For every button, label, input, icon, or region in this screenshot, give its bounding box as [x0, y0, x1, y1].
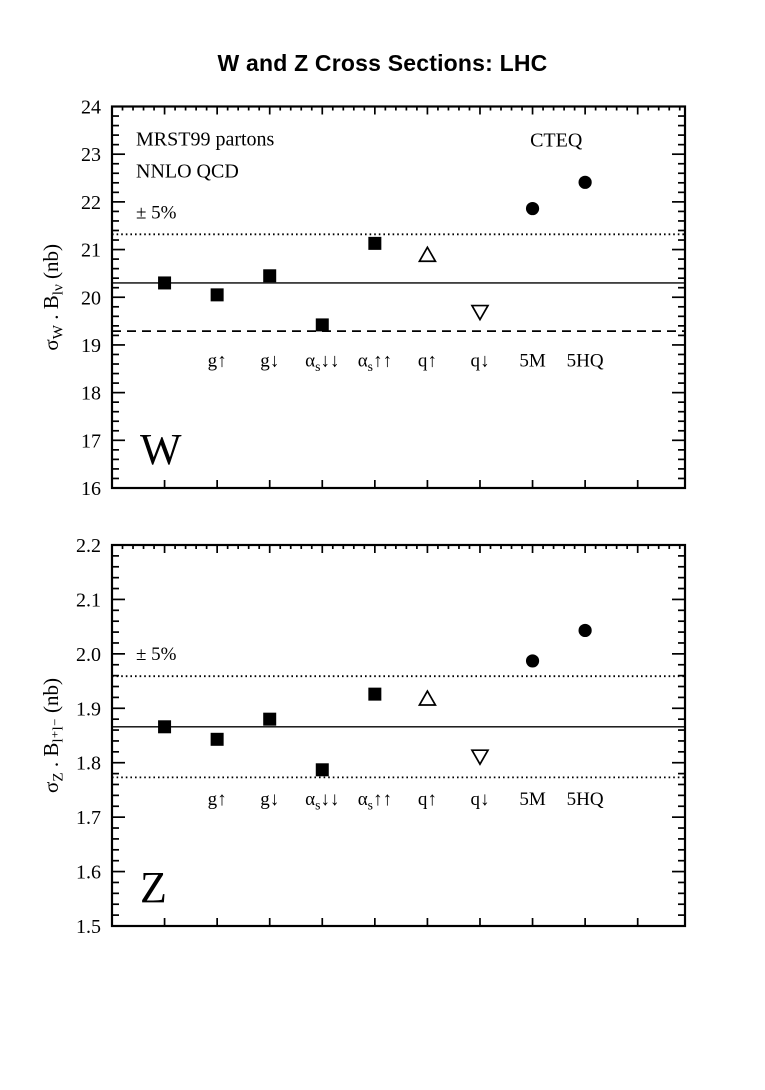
plot-frame [112, 545, 685, 926]
data-point-x4 [316, 318, 329, 331]
y-tick-label: 1.6 [76, 861, 101, 884]
data-point-x9 [579, 176, 592, 189]
x-category-label: g↓ [260, 789, 280, 810]
y-tick-label: 1.9 [76, 698, 101, 721]
x-category-label: 5HQ [566, 789, 604, 810]
annotation-band: ± 5% [136, 202, 177, 224]
data-point-x1 [158, 720, 171, 733]
data-point-x4 [316, 763, 329, 776]
data-point-x9 [579, 624, 592, 637]
y-tick-label: 18 [81, 382, 101, 405]
y-tick-label: 23 [81, 144, 101, 167]
y-tick-label: 19 [81, 334, 101, 357]
y-tick-label: 20 [81, 287, 101, 310]
y-tick-label: 2.2 [76, 535, 101, 557]
y-tick-label: 22 [81, 191, 101, 214]
x-category-label: q↓ [470, 789, 490, 810]
data-point-x6 [419, 247, 435, 261]
data-point-x3 [263, 713, 276, 726]
annotation-cteq: CTEQ [530, 129, 583, 152]
x-category-label: q↑ [417, 789, 437, 810]
y-axis-title: $\sigma_Z$ . $B_{l^+l^-}$ (nb) [39, 678, 67, 793]
panel-W [39, 97, 685, 501]
data-point-x1 [158, 276, 171, 289]
y-tick-label: 1.8 [76, 752, 101, 775]
data-point-x8 [526, 654, 539, 667]
x-category-label: $\alpha_s↑↑$ [357, 350, 392, 374]
figure-title: W and Z Cross Sections: LHC [217, 50, 548, 76]
y-tick-label: 2.0 [76, 643, 101, 666]
x-category-label: q↑ [417, 350, 437, 372]
data-point-x5 [368, 237, 381, 250]
x-category-label: g↑ [207, 789, 227, 810]
y-tick-label: 2.1 [76, 589, 101, 612]
annotation-band: ± 5% [136, 644, 177, 666]
x-category-label: $\alpha_s↓↓$ [305, 789, 340, 813]
data-point-x7 [472, 750, 488, 764]
y-tick-label: 21 [81, 239, 101, 262]
data-point-x6 [419, 691, 435, 705]
x-category-label: $\alpha_s↑↑$ [357, 789, 392, 813]
panel-Z [39, 535, 685, 938]
x-category-label: $\alpha_s↓↓$ [305, 350, 340, 374]
x-category-label: 5HQ [566, 350, 604, 372]
x-category-label: 5M [519, 350, 546, 372]
y-tick-label: 24 [81, 96, 101, 119]
x-category-label: g↑ [207, 350, 227, 372]
y-axis-title: $\sigma_W$ . $B_{l\nu}$ (nb) [39, 243, 67, 351]
data-point-x2 [211, 288, 224, 301]
data-point-x3 [263, 269, 276, 282]
y-tick-label: 16 [81, 478, 101, 500]
y-tick-label: 1.5 [76, 916, 101, 938]
x-category-label: q↓ [470, 350, 490, 372]
x-ticks [123, 545, 680, 926]
y-tick-label: 17 [81, 430, 101, 453]
annotation-partons: MRST99 partons [136, 128, 275, 151]
data-point-x7 [472, 306, 488, 320]
annotation-order: NNLO QCD [136, 160, 239, 183]
data-point-x8 [526, 202, 539, 215]
y-ticks [112, 545, 685, 926]
data-point-x2 [211, 733, 224, 746]
y-tick-label: 1.7 [76, 807, 101, 830]
panel-letter: Z [140, 863, 167, 912]
panel-letter: W [140, 425, 182, 474]
x-category-label: 5M [519, 789, 546, 810]
x-category-label: g↓ [260, 350, 280, 372]
data-point-x5 [368, 688, 381, 701]
